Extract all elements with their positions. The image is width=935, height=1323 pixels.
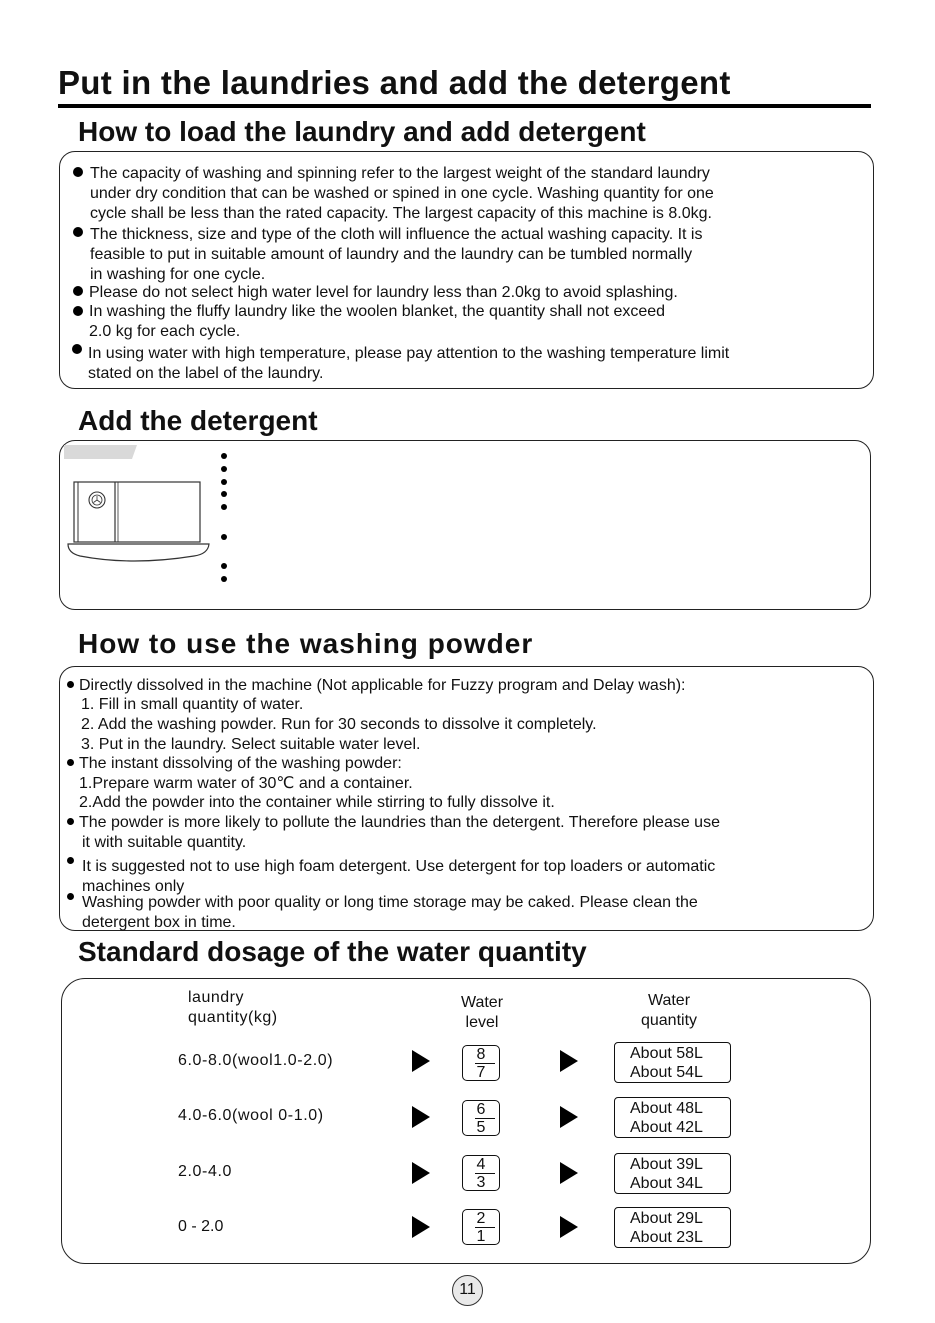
laundry-quantity: 2.0-4.0 — [178, 1163, 233, 1180]
load-line: stated on the label of the laundry. — [88, 365, 324, 382]
load-line: The capacity of washing and spinning refer to the largest weight of the standard laundry — [90, 165, 710, 182]
powder-line: 3. Put in the laundry. Select suitable water level. — [81, 736, 421, 753]
water-quantity-box — [614, 1153, 731, 1194]
load-line: In washing the fluffy laundry like the woolen blanket, the quantity shall not exceed — [89, 303, 666, 320]
powder-line: Directly dissolved in the machine (Not applicable for Fuzzy program and Delay wash): — [79, 677, 686, 694]
water-level-low: 3 — [476, 1174, 486, 1191]
arrow-right-icon — [560, 1106, 578, 1128]
header-laundry-quantity — [188, 988, 278, 1028]
powder-line: 1.Prepare warm water of 30℃ and a container. — [79, 775, 413, 792]
water-level-high: 2 — [476, 1210, 486, 1227]
detergent-bullet — [221, 576, 227, 582]
header-text: level — [465, 1014, 499, 1031]
bullet — [67, 893, 74, 900]
section-title-dosage: Standard dosage of the water quantity — [78, 936, 587, 967]
water-level-high: 8 — [476, 1046, 486, 1063]
load-line: cycle shall be less than the rated capacity. The largest capacity of this machine is 8.0kg. — [90, 205, 712, 222]
detergent-bullet — [221, 479, 227, 485]
bullet — [73, 286, 83, 296]
detergent-box-illustration — [62, 443, 212, 567]
arrow-right-icon — [560, 1162, 578, 1184]
load-line: Please do not select high water level for laundry less than 2.0kg to avoid splashing. — [89, 284, 678, 301]
section-title-powder: How to use the washing powder — [78, 628, 534, 659]
powder-line: It is suggested not to use high foam detergent. Use detergent for top loaders or automatic — [82, 858, 716, 875]
water-level-box — [462, 1045, 500, 1081]
powder-line: The powder is more likely to pollute the laundries than the detergent. Therefore please use — [79, 814, 720, 831]
bullet — [72, 344, 82, 354]
section-title-detergent: Add the detergent — [78, 405, 318, 436]
powder-line: it with suitable quantity. — [82, 834, 247, 851]
bullet — [73, 227, 83, 237]
arrow-right-icon — [412, 1162, 430, 1184]
arrow-right-icon — [412, 1216, 430, 1238]
load-line: feasible to put in suitable amount of laundry and the laundry can be tumbled normally — [90, 246, 693, 263]
laundry-quantity: 0 - 2.0 — [178, 1218, 224, 1235]
load-line: under dry condition that can be washed or spined in one cycle. Washing quantity for one — [90, 185, 714, 202]
header-text: Water — [460, 994, 504, 1011]
powder-line: machines only — [82, 878, 185, 895]
water-level-low: 5 — [476, 1119, 486, 1136]
laundry-quantity: 4.0-6.0(wool 0-1.0) — [178, 1107, 324, 1124]
water-quantity-box — [614, 1097, 731, 1138]
arrow-right-icon — [560, 1050, 578, 1072]
header-text: laundry — [188, 989, 244, 1006]
detergent-bullet — [221, 534, 227, 540]
water-quantity-low: About 34L — [630, 1175, 703, 1192]
water-level-box — [462, 1100, 500, 1136]
water-level-high: 6 — [476, 1101, 486, 1118]
powder-line: detergent box in time. — [82, 914, 236, 931]
load-line: in washing for one cycle. — [90, 266, 266, 283]
powder-line: 2. Add the washing powder. Run for 30 seconds to dissolve it completely. — [81, 716, 597, 733]
water-quantity-low: About 54L — [630, 1064, 703, 1081]
water-level-box — [462, 1155, 500, 1191]
bullet — [73, 167, 83, 177]
arrow-right-icon — [412, 1050, 430, 1072]
water-quantity-high: About 48L — [630, 1100, 703, 1117]
arrow-right-icon — [560, 1216, 578, 1238]
water-quantity-box — [614, 1207, 731, 1248]
header-water-level — [447, 993, 517, 1033]
water-quantity-low: About 23L — [630, 1229, 703, 1246]
load-line: 2.0 kg for each cycle. — [89, 323, 241, 340]
page-title: Put in the laundries and add the detergent — [58, 64, 731, 101]
load-line: In using water with high temperature, please pay attention to the washing temperature limit — [88, 345, 730, 362]
detergent-bullet — [221, 453, 227, 459]
water-quantity-high: About 29L — [630, 1210, 703, 1227]
water-quantity-high: About 39L — [630, 1156, 703, 1173]
powder-line: The instant dissolving of the washing powder: — [79, 755, 402, 772]
water-quantity-box — [614, 1042, 731, 1083]
section-title-load: How to load the laundry and add detergent — [78, 116, 646, 147]
load-line: The thickness, size and type of the cloth will influence the actual washing capacity. It is — [90, 226, 703, 243]
header-text: quantity — [640, 1012, 698, 1029]
bullet — [67, 857, 74, 864]
laundry-quantity: 6.0-8.0(wool1.0-2.0) — [178, 1052, 334, 1069]
bullet — [67, 681, 74, 688]
water-quantity-low: About 42L — [630, 1119, 703, 1136]
bullet — [67, 818, 74, 825]
water-quantity-high: About 58L — [630, 1045, 703, 1062]
water-level-box — [462, 1209, 500, 1245]
detergent-bullet — [221, 466, 227, 472]
water-level-high: 4 — [476, 1156, 486, 1173]
detergent-bullet — [221, 491, 227, 497]
detergent-bullet — [221, 563, 227, 569]
water-level-low: 7 — [476, 1064, 486, 1081]
powder-line: 1. Fill in small quantity of water. — [81, 696, 304, 713]
bullet — [73, 306, 83, 316]
title-underline — [58, 104, 871, 108]
detergent-bullet — [221, 504, 227, 510]
powder-line: 2.Add the powder into the container while stirring to fully dissolve it. — [79, 794, 555, 811]
water-level-low: 1 — [476, 1228, 486, 1245]
header-water-quantity — [624, 991, 714, 1031]
page-number: 11 — [452, 1275, 483, 1306]
powder-line: Washing powder with poor quality or long time storage may be caked. Please clean the — [82, 894, 698, 911]
arrow-right-icon — [412, 1106, 430, 1128]
header-text: quantity(kg) — [188, 1009, 278, 1026]
header-text: Water — [647, 992, 691, 1009]
bullet — [67, 759, 74, 766]
